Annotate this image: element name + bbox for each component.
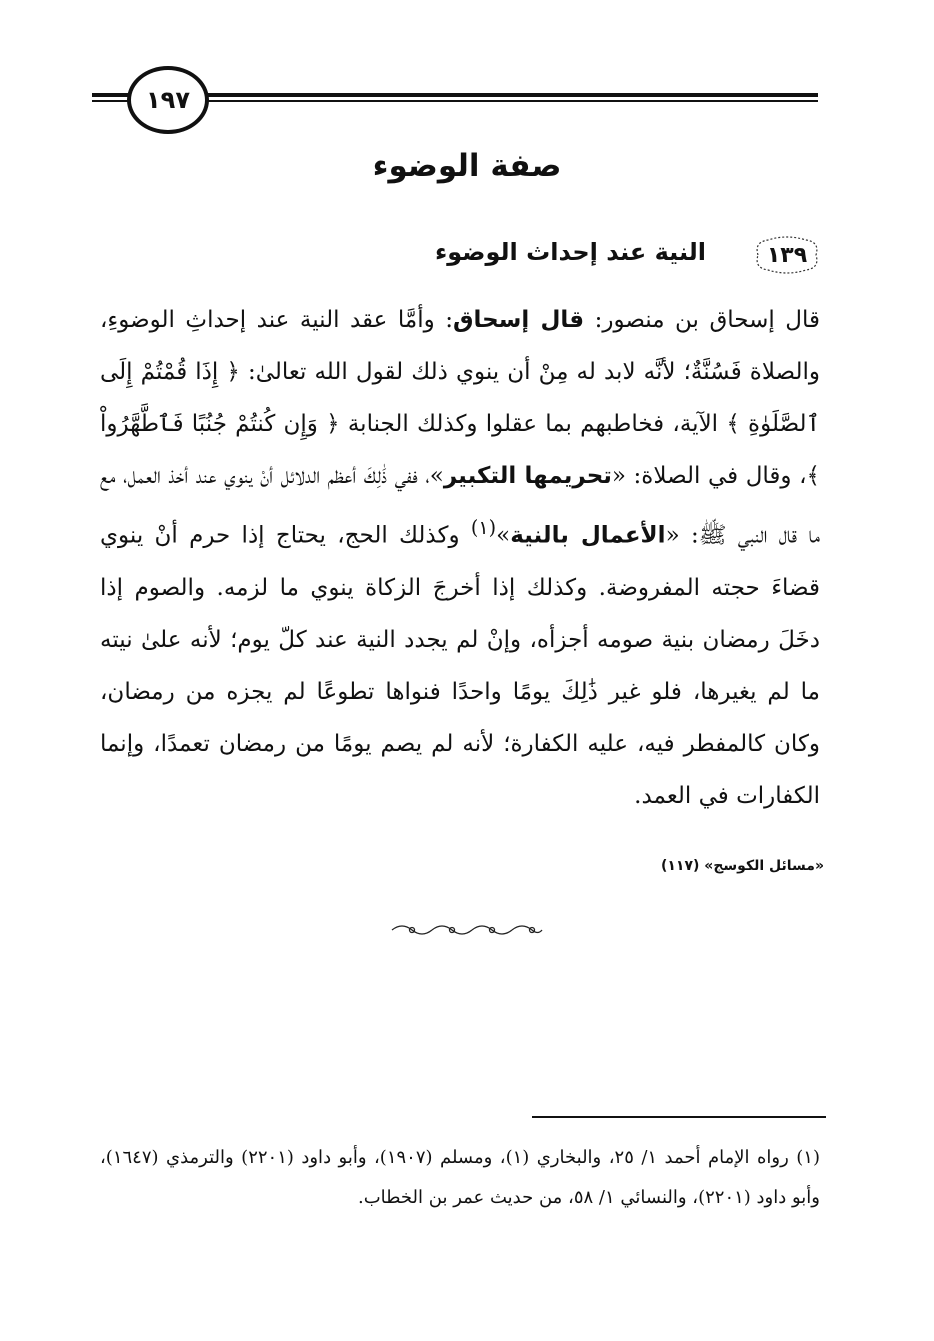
body-text-4: ، وقال في الصلاة: « (611, 463, 807, 489)
chapter-title: صفة الوضوء (372, 148, 562, 184)
body-text-7: وكذلك الحج، يحتاج إذا حرم أنْ ينوي قضاءَ حجته المفروضة. وكذلك إذا أخرجَ الزكاة ينوي ما لزمه. والصوم إذا دخَلَ رمضان بنية صومه أجزأه، وإنْ لم يجدد النية عند كلّ يوم؛ لأنه علىٰ نيته ما لم يغيرها، فلو غير ذَٰلِكَ يومًا واحدًا فنواها تطوعًا لم يجزه من رمضان، وكان كالمفطر فيه، عليه الكفارة؛ لأنه لم يصم يومًا من رمضان تعمدًا، وإنما الكفارات في العمد. (100, 522, 820, 809)
page-number-badge (127, 66, 209, 134)
issue-number: ١٣٩ (766, 242, 808, 268)
footnote-separator (532, 1116, 826, 1118)
issue-heading (110, 234, 824, 278)
footnote-marker: (١) (796, 1147, 820, 1168)
body-text-3: الآية، فخاطبهم بما عقلوا وكذلك الجنابة (339, 411, 727, 437)
body-paragraph (100, 294, 820, 822)
footnote-reference: (١) (470, 516, 497, 539)
speaker-name: قال إسحاق (452, 307, 585, 333)
body-text-2: : وأمَّا عقد النية عند إحداثِ الوضوءِ، والصلاة فَسُنَّةٌ؛ لأنَّه لابد له مِنْ أن ينوي ذلك لقول الله تعالىٰ: (100, 307, 820, 385)
footnote-text: رواه الإمام أحمد ١/ ٢٥، والبخاري (١)، ومسلم (١٩٠٧)، وأبو داود (٢٢٠١) والترمذي (١٦٤٧)، وأبو داود (٢٢٠١)، والنسائي ١/ ٥٨، من حديث عمر بن الخطاب. (100, 1147, 820, 1208)
quran-verse-2: ﴿ وَإِن كُنتُمْ جُنُبًا فَٱطَّهَّرُواْ ﴾ (100, 411, 820, 489)
source-citation: «مسائل الكوسج» (١١٧) (660, 858, 824, 874)
ornament-divider-icon (388, 920, 544, 940)
section-title: النية عند إحداث الوضوء (434, 238, 706, 266)
hadith-quote-2: الأعمال بالنية (510, 522, 666, 549)
issue-number-badge (750, 234, 824, 276)
body-text-5: »، ففي ذَٰلِكَ أعظم الدلائل أنْ ينوي عند أخذ العمل، مع ما قال النبي ﷺ: « (100, 463, 820, 549)
hadith-quote-1: تحريمها التكبير (443, 463, 612, 489)
body-text-1: قال إسحاق بن منصور: (584, 307, 821, 333)
page-number: ١٩٧ (146, 86, 190, 114)
quran-verse-1: ﴿ إِذَا قُمْتُمْ إِلَى ٱلصَّلَوٰةِ ﴾ (100, 359, 820, 437)
body-text-6: » (496, 522, 511, 549)
footnote (100, 1138, 820, 1218)
